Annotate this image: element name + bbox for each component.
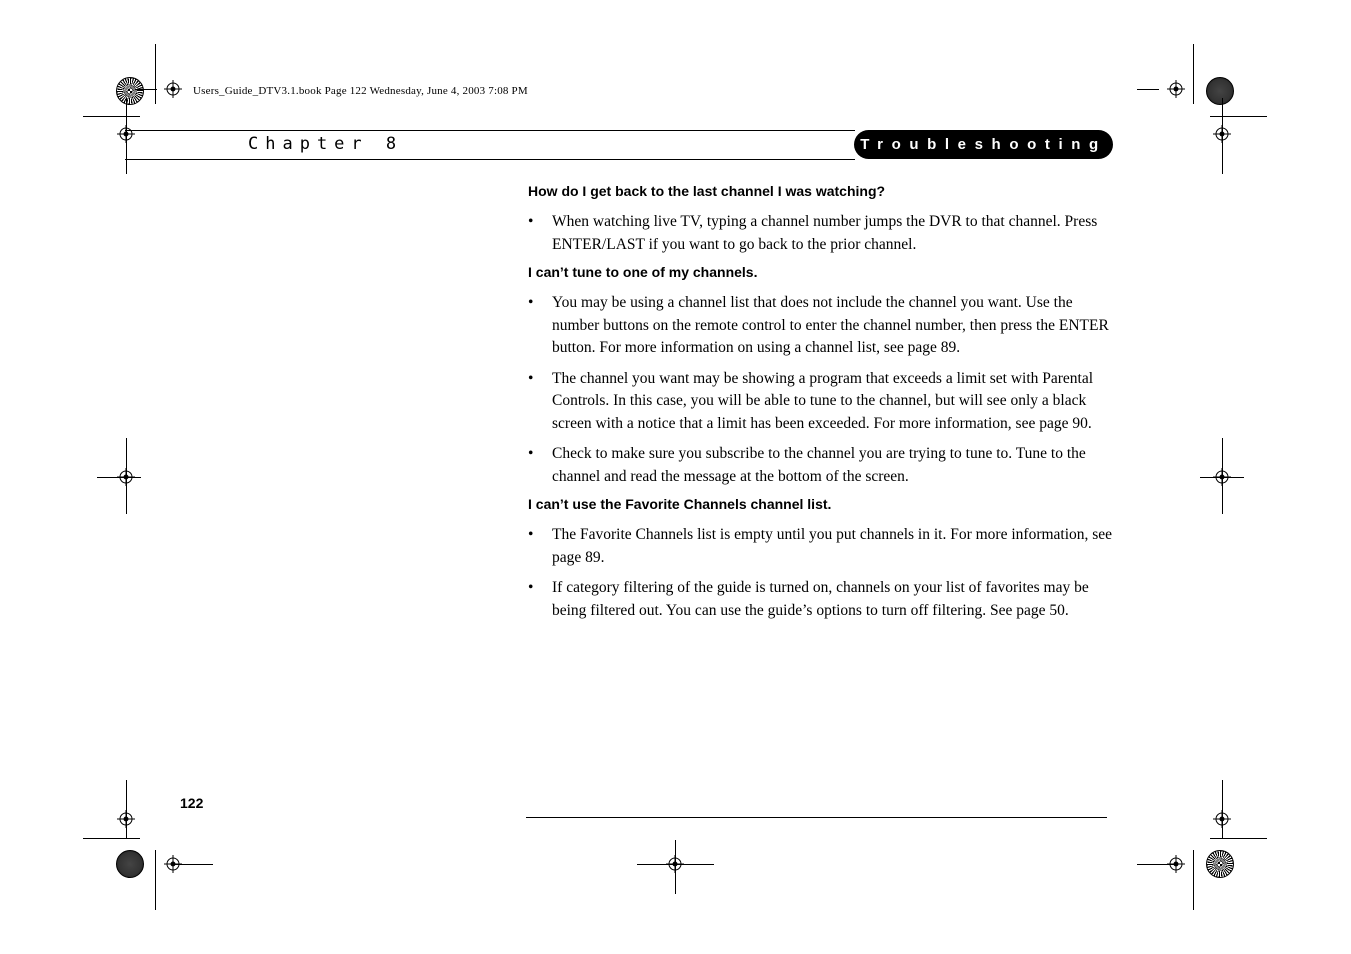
list-item-text: If category filtering of the guide is turned on, channels on your list of favorites may be being filtered out. You can use the guide’s options to turn off filtering. See page 50. [552, 579, 1089, 619]
crop-mark [155, 44, 156, 104]
registration-mark-icon [164, 80, 182, 98]
color-bar-disc-icon [1206, 850, 1234, 878]
bullet-glyph: • [528, 369, 534, 387]
crop-mark [126, 780, 127, 838]
crop-mark [83, 116, 140, 117]
header-rule-top [125, 130, 855, 131]
list-item [528, 368, 1113, 436]
crop-mark [1210, 838, 1267, 839]
faq-section [528, 264, 1113, 488]
crop-mark [83, 838, 140, 839]
list-item [528, 292, 1113, 360]
crop-mark [135, 89, 157, 90]
registration-mark-icon [1167, 80, 1185, 98]
color-bar-disc-icon [1206, 77, 1234, 105]
crop-mark [1193, 850, 1194, 910]
crop-mark [1210, 116, 1267, 117]
crop-mark [1137, 89, 1159, 90]
chapter-label: Chapter 8 [248, 134, 404, 154]
crop-mark [1222, 98, 1223, 174]
color-bar-disc-icon [116, 77, 144, 105]
crop-mark [1222, 438, 1223, 514]
header-rule-bottom [125, 159, 855, 160]
bullet-glyph: • [528, 445, 534, 462]
faq-section [528, 183, 1113, 256]
crop-mark [1137, 864, 1175, 865]
faq-section [528, 496, 1113, 622]
crop-mark [126, 438, 127, 514]
bullet-glyph: • [528, 579, 534, 596]
crop-mark [1222, 780, 1223, 838]
list-item-text: When watching live TV, typing a channel number jumps the DVR to that channel. Press ENTER/LAST if you want to go back to the prior channel. [552, 213, 1098, 253]
faq-question: I can’t use the Favorite Channels channel list. [528, 496, 832, 512]
list-item-text: The Favorite Channels list is empty until you put channels in it. For more information, see page 89. [552, 526, 1113, 566]
bullet-glyph: • [528, 526, 534, 543]
list-item [528, 443, 1113, 488]
crop-mark [155, 850, 156, 910]
bullet-glyph: • [528, 213, 534, 230]
list-item-text: Check to make sure you subscribe to the channel you are trying to tune to. Tune to the channel and read the message at the bottom of the screen. [552, 445, 1086, 485]
list-item [528, 211, 1113, 256]
print-slug: Users_Guide_DTV3.1.book Page 122 Wednesday, June 4, 2003 7:08 PM [193, 85, 528, 97]
crop-mark [175, 864, 213, 865]
main-content [528, 183, 1113, 630]
crop-mark [126, 98, 127, 174]
list-item [528, 524, 1113, 569]
crop-mark [1200, 477, 1244, 478]
faq-question: I can’t tune to one of my channels. [528, 264, 758, 280]
list-item [528, 577, 1113, 622]
bullet-glyph: • [528, 294, 534, 311]
list-item-text: You may be using a channel list that does not include the channel you want. Use the number buttons on the remote control to enter the channel number, then press the ENTER button. For more information on using a channel list, see page 89. [552, 294, 1109, 356]
crop-mark [97, 477, 141, 478]
crop-mark [675, 840, 676, 894]
crop-mark [1193, 44, 1194, 104]
footer-rule [526, 817, 1107, 818]
page-number: 122 [180, 795, 204, 811]
faq-question: How do I get back to the last channel I was watching? [528, 183, 886, 199]
color-bar-disc-icon [116, 850, 144, 878]
list-item-text: The channel you want may be showing a program that exceeds a limit set with Parental Controls. In this case, you will be able to tune to the channel, but will see only a black screen with a notice that a limit has been exceeded. For more information, see page 90. [552, 369, 1094, 432]
section-tab: Troubleshooting [854, 130, 1113, 159]
